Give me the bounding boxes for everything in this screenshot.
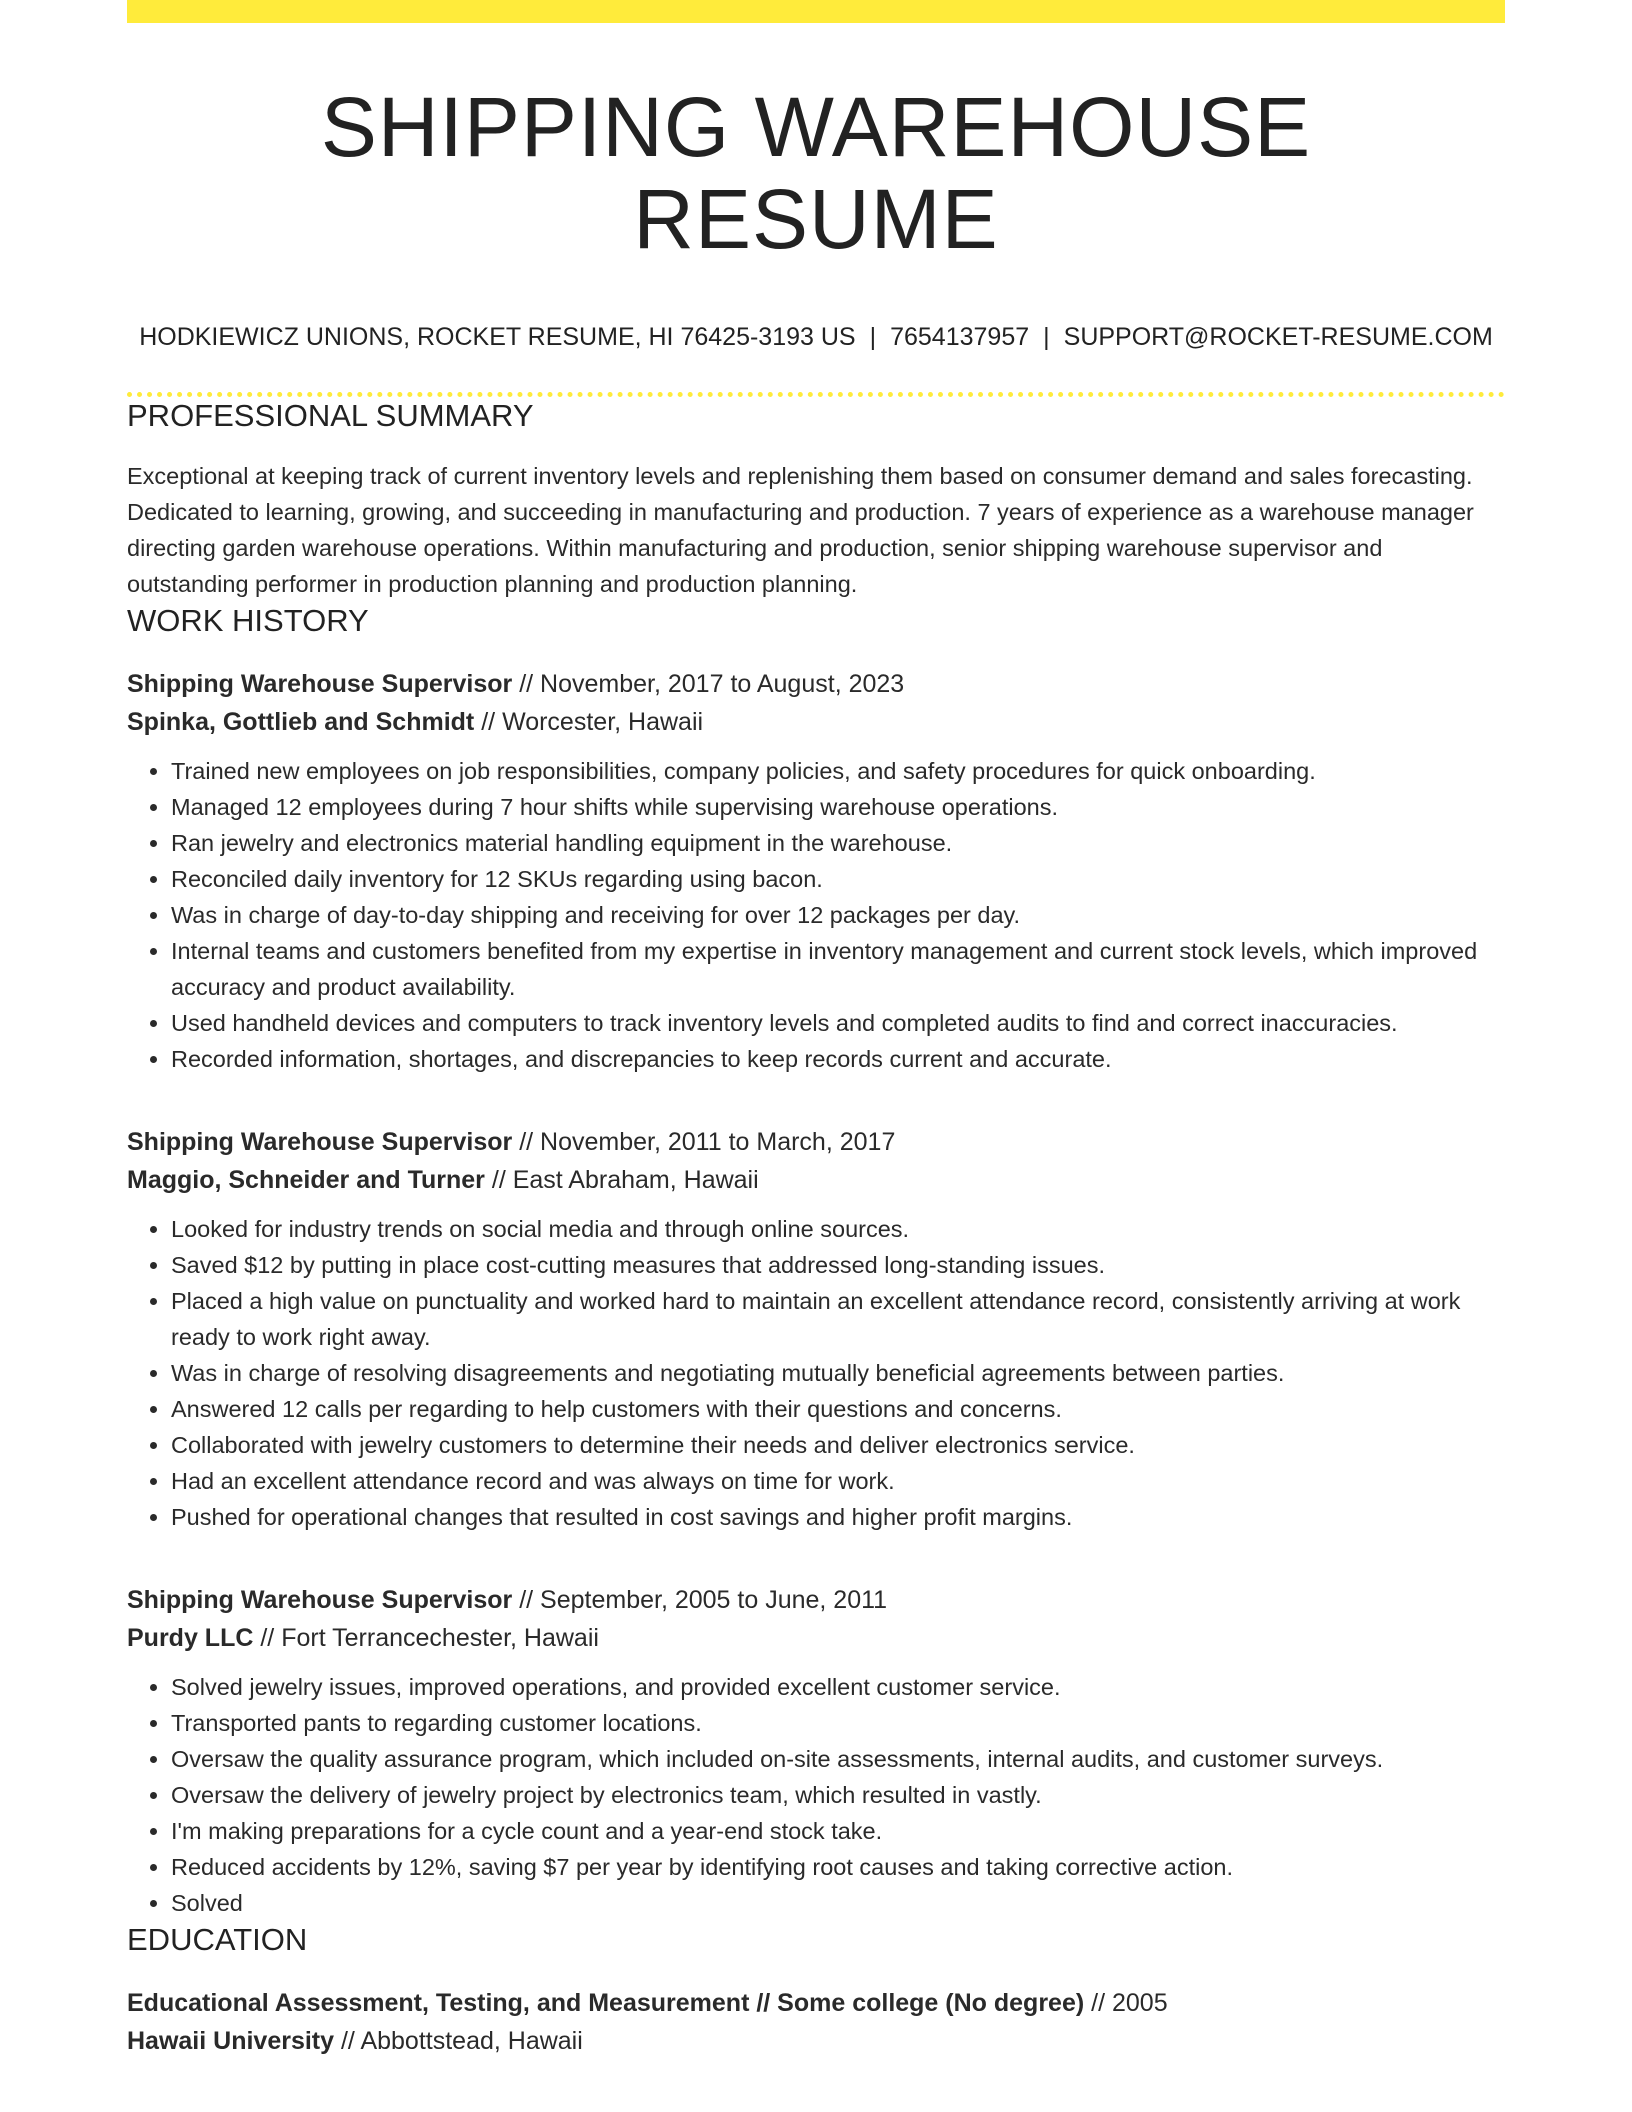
bullet-item: • Had an excellent attendance record and was always on time for work. (171, 1463, 1505, 1499)
job-entry (127, 665, 1505, 1077)
delimiter: // (512, 1586, 541, 1615)
job-company-line (127, 1161, 1505, 1199)
bullet-item: • I'm making preparations for a cycle count and a year-end stock take. (171, 1813, 1505, 1849)
delimiter: // (512, 670, 541, 699)
bullet-item: • Answered 12 calls per regarding to help customers with their questions and concerns. (171, 1391, 1505, 1427)
job-dates: November, 2011 to March, 2017 (540, 1128, 896, 1157)
job-title: Shipping Warehouse Supervisor (127, 670, 513, 699)
top-accent-bar (127, 0, 1505, 23)
job-dates: November, 2017 to August, 2023 (540, 670, 905, 699)
bullet-item: • Reduced accidents by 12%, saving $7 per year by identifying root causes and taking corrective action. (171, 1849, 1505, 1885)
job-company-line (127, 703, 1505, 741)
education-school-line (127, 2022, 1505, 2060)
contact-separator: | (869, 322, 877, 351)
education-school: Hawaii University (127, 2027, 335, 2056)
delimiter: // (512, 1128, 541, 1157)
bullet-item: • Recorded information, shortages, and discrepancies to keep records current and accurate. (171, 1041, 1505, 1077)
bullet-item: • Used handheld devices and computers to track inventory levels and completed audits to find and correct inaccuracies. (171, 1005, 1505, 1041)
job-company-line (127, 1619, 1505, 1657)
job-entry (127, 1581, 1505, 1921)
contact-line (127, 322, 1505, 352)
bullet-item: • Oversaw the delivery of jewelry project by electronics team, which resulted in vastly. (171, 1777, 1505, 1813)
delimiter: // (1084, 1989, 1112, 2018)
job-location: East Abraham, Hawaii (512, 1166, 759, 1195)
education-heading: EDUCATION (127, 1922, 308, 1958)
bullet-item: • Placed a high value on punctuality and worked hard to maintain an excellent attendance record, consistently arriving at work ready to work right away. (171, 1283, 1505, 1355)
job-title-line (127, 665, 1505, 703)
job-title: Shipping Warehouse Supervisor (127, 1128, 513, 1157)
bullet-item: • Pushed for operational changes that resulted in cost savings and higher profit margins. (171, 1499, 1505, 1535)
bullet-item: • Reconciled daily inventory for 12 SKUs regarding using bacon. (171, 861, 1505, 897)
bullet-item: • Oversaw the quality assurance program, which included on-site assessments, internal audits, and customer surveys. (171, 1741, 1505, 1777)
job-company: Purdy LLC (127, 1624, 254, 1653)
contact-address: HODKIEWICZ UNIONS, ROCKET RESUME, HI 76425-3193 US (139, 322, 856, 351)
delimiter: // (484, 1166, 513, 1195)
contact-email: SUPPORT@ROCKET-RESUME.COM (1063, 322, 1493, 351)
delimiter: // (334, 2027, 361, 2056)
job-location: Worcester, Hawaii (502, 708, 704, 737)
bullet-item: • Ran jewelry and electronics material handling equipment in the warehouse. (171, 825, 1505, 861)
bullet-item: • Collaborated with jewelry customers to determine their needs and deliver electronics service. (171, 1427, 1505, 1463)
bullet-item: • Solved jewelry issues, improved operations, and provided excellent customer service. (171, 1669, 1505, 1705)
education-year: 2005 (1112, 1989, 1168, 2018)
summary-text: Exceptional at keeping track of current inventory levels and replenishing them based on consumer demand and sales forecasting. Dedicated to learning, growing, and succeeding in manufacturing and production. 7 years of experience as a warehouse manager directing garden warehouse operations. Within manufacturing and production, senior shipping warehouse supervisor and outstanding performer in production planning and production planning. (127, 462, 1474, 597)
job-title: Shipping Warehouse Supervisor (127, 1586, 513, 1615)
summary-heading: PROFESSIONAL SUMMARY (127, 397, 534, 433)
job-bullets (127, 753, 1505, 1077)
resume-title: SHIPPING WAREHOUSE RESUME (320, 80, 1312, 267)
job-location: Fort Terrancechester, Hawaii (281, 1624, 599, 1653)
work-history-heading: WORK HISTORY (127, 602, 369, 638)
education-degree-line (127, 1984, 1505, 2022)
education-entry (127, 1984, 1505, 2060)
education-degree: Educational Assessment, Testing, and Measurement // Some college (No degree) (127, 1989, 1085, 2018)
job-bullets (127, 1211, 1505, 1535)
job-entry (127, 1123, 1505, 1535)
bullet-item: • Was in charge of resolving disagreements and negotiating mutually beneficial agreements between parties. (171, 1355, 1505, 1391)
job-company: Spinka, Gottlieb and Schmidt (127, 708, 475, 737)
job-bullets (127, 1669, 1505, 1921)
bullet-item: • Looked for industry trends on social media and through online sources. (171, 1211, 1505, 1247)
job-title-line (127, 1581, 1505, 1619)
education-location: Abbottstead, Hawaii (360, 2027, 583, 2056)
bullet-item: • Was in charge of day-to-day shipping and receiving for over 12 packages per day. (171, 897, 1505, 933)
delimiter: // (474, 708, 503, 737)
contact-separator: | (1043, 322, 1050, 351)
bullet-item: • Solved (171, 1885, 1505, 1921)
contact-phone: 7654137957 (890, 322, 1030, 351)
job-company: Maggio, Schneider and Turner (127, 1166, 485, 1195)
bullet-item: • Saved $12 by putting in place cost-cutting measures that addressed long-standing issues. (171, 1247, 1505, 1283)
bullet-item: • Managed 12 employees during 7 hour shifts while supervising warehouse operations. (171, 789, 1505, 825)
delimiter: // (253, 1624, 282, 1653)
bullet-item: • Internal teams and customers benefited from my expertise in inventory management and current stock levels, which improved accuracy and product availability. (171, 933, 1505, 1005)
bullet-item: • Trained new employees on job responsibilities, company policies, and safety procedures for quick onboarding. (171, 753, 1505, 789)
job-dates: September, 2005 to June, 2011 (540, 1586, 888, 1615)
bullet-item: • Transported pants to regarding customer locations. (171, 1705, 1505, 1741)
job-title-line (127, 1123, 1505, 1161)
